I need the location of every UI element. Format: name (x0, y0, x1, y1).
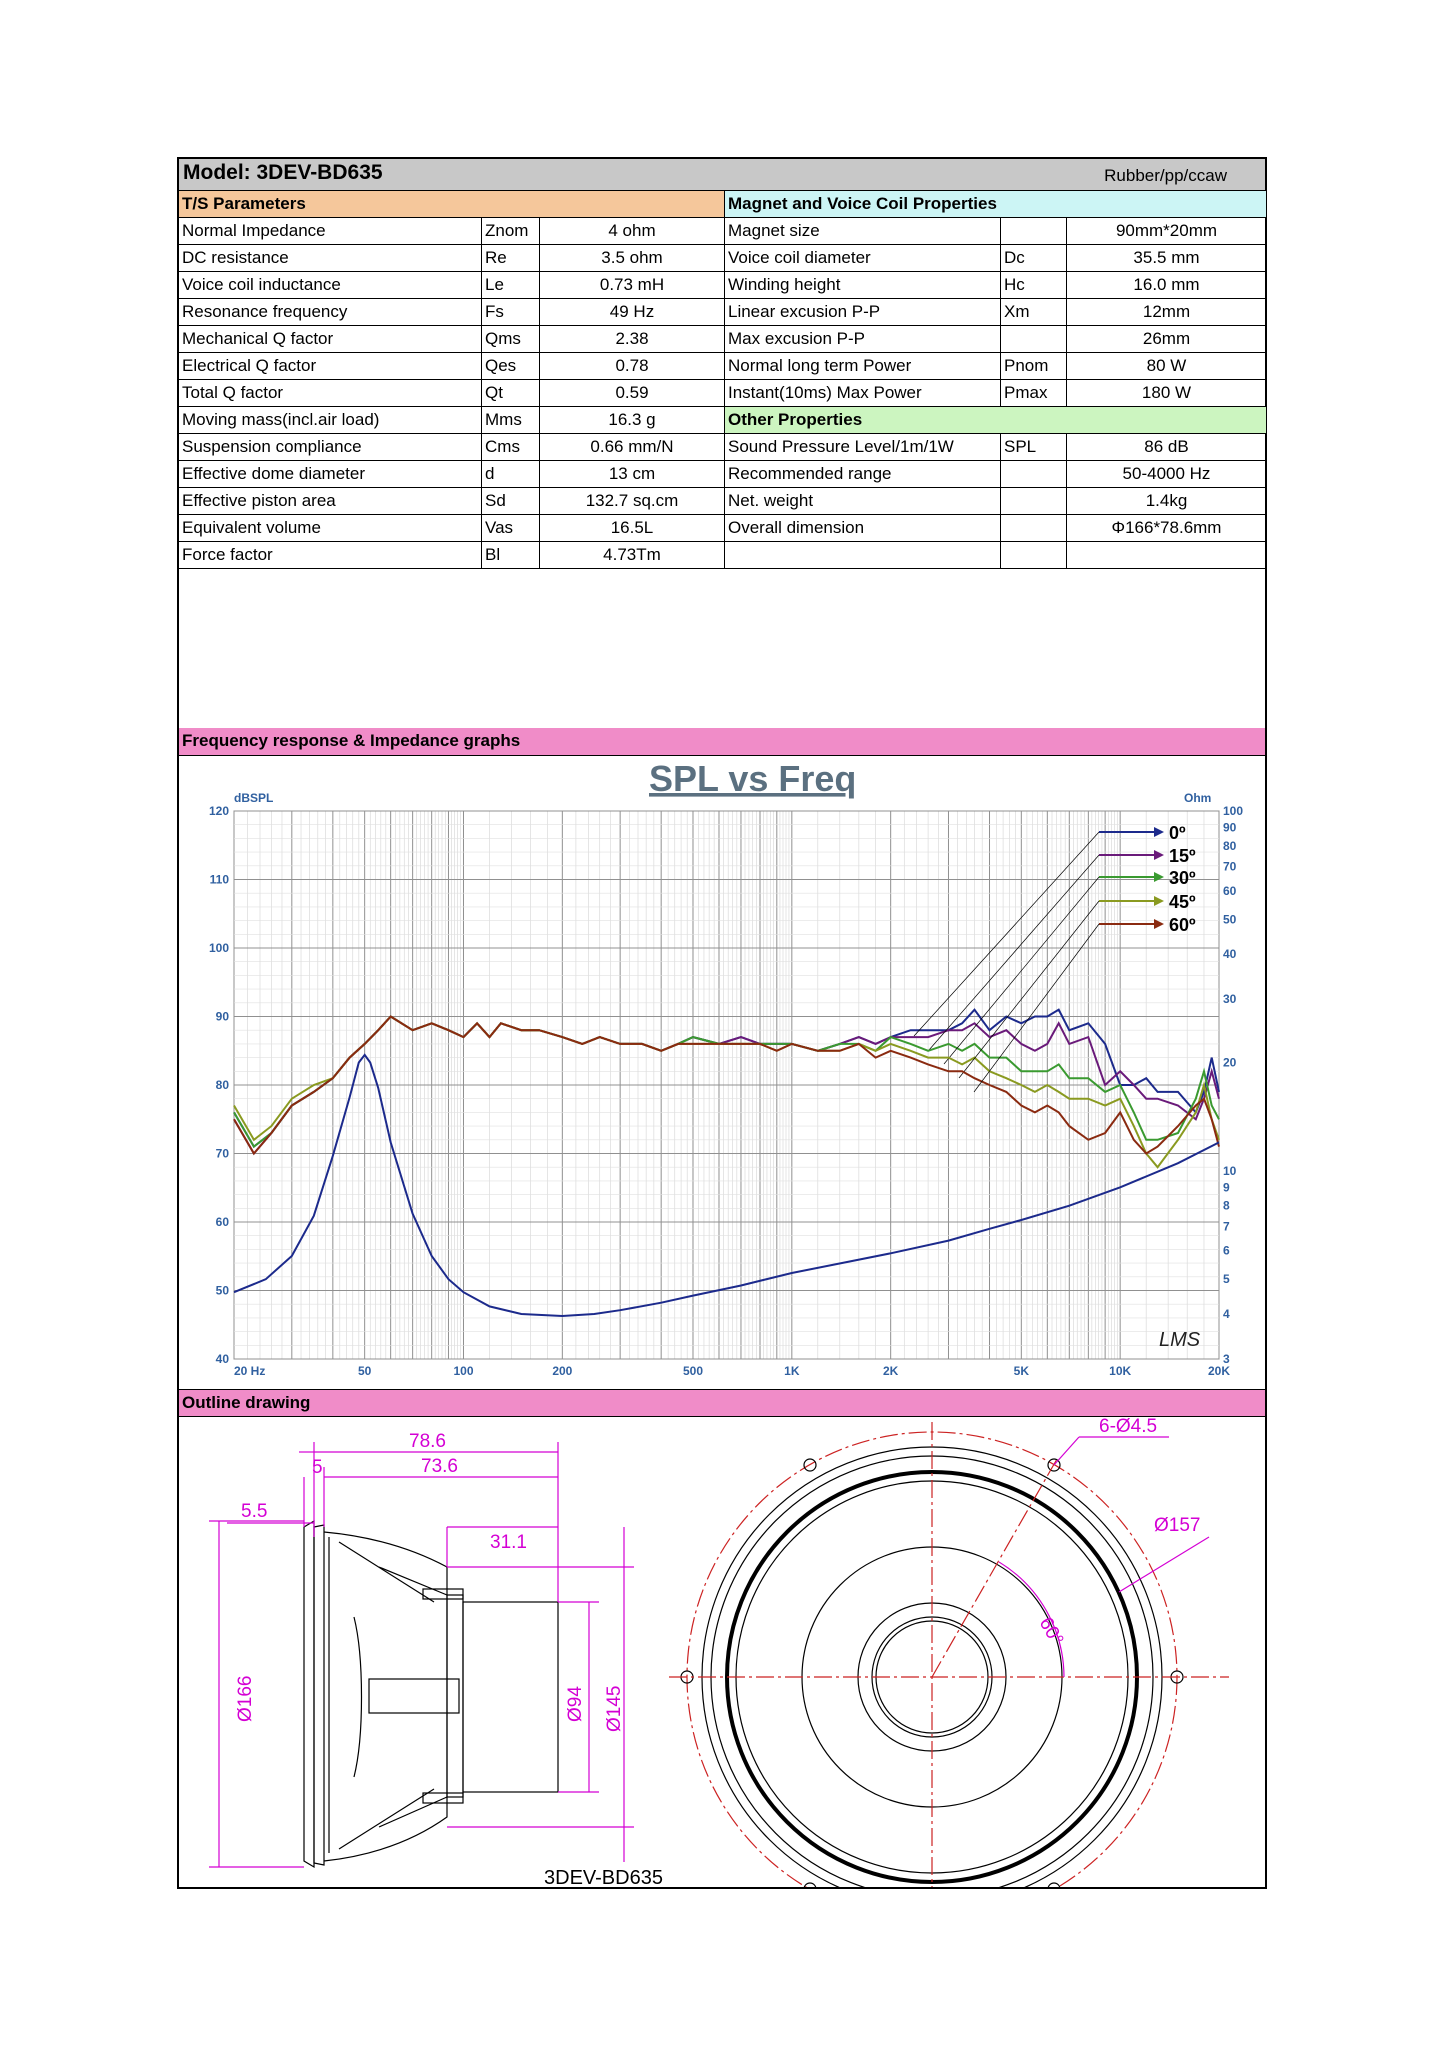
ts-param-name: Equivalent volume (179, 515, 482, 542)
ts-param-value: 4 ohm (540, 218, 725, 245)
prop-value: 16.0 mm (1067, 272, 1267, 299)
ts-param-value: 13 cm (540, 461, 725, 488)
x-tick-label: 1K (784, 1364, 800, 1378)
cone-basket (324, 1532, 447, 1861)
ts-param-symbol: Vas (482, 515, 540, 542)
outline-drawing-svg (179, 1417, 1265, 1887)
y2-tick-label: 30 (1223, 992, 1237, 1007)
table-row (179, 353, 1265, 380)
y2-tick-label: 7 (1223, 1219, 1230, 1234)
spl-chart (179, 756, 1265, 1388)
prop-value: 35.5 mm (1067, 245, 1267, 272)
y2-tick-label: 4 (1223, 1307, 1230, 1322)
x-tick-label: 500 (682, 1364, 704, 1378)
prop-name: Winding height (725, 272, 1001, 299)
ts-param-symbol: Re (482, 245, 540, 272)
cone-line-bottom (339, 1789, 434, 1849)
legend-label: 0º (1169, 823, 1186, 843)
table-row (179, 299, 1265, 326)
lms-logo: LMS (1159, 1329, 1201, 1351)
prop-value: 90mm*20mm (1067, 218, 1267, 245)
y2-tick-label: 60 (1223, 883, 1237, 898)
ts-param-value: 0.73 mH (540, 272, 725, 299)
prop-name: Sound Pressure Level/1m/1W (725, 434, 1001, 461)
ts-param-value: 0.66 mm/N (540, 434, 725, 461)
ts-param-symbol: Cms (482, 434, 540, 461)
dustcap (354, 1617, 362, 1777)
y-tick-label: 110 (209, 872, 229, 887)
prop-name: Voice coil diameter (725, 245, 1001, 272)
prop-value: Φ166*78.6mm (1067, 515, 1267, 542)
y2-tick-label: 10 (1223, 1163, 1237, 1178)
prop-name: Overall dimension (725, 515, 1001, 542)
x-tick-label: 20 Hz (234, 1364, 266, 1378)
y2-tick-label: 90 (1223, 820, 1237, 835)
model-bar (179, 159, 1265, 191)
prop-name: Linear excusion P-P (725, 299, 1001, 326)
y-tick-label: 70 (215, 1146, 229, 1161)
ts-param-symbol: Znom (482, 218, 540, 245)
table-row (179, 326, 1265, 353)
prop-name: Magnet size (725, 218, 1001, 245)
table-row (179, 488, 1265, 515)
model-title: Model: 3DEV-BD635 (183, 161, 383, 184)
table-row (179, 434, 1265, 461)
ts-param-value: 16.5L (540, 515, 725, 542)
ts-param-name: Moving mass(incl.air load) (179, 407, 482, 434)
ts-param-value: 132.7 sq.cm (540, 488, 725, 515)
legend-label: 60º (1169, 915, 1196, 935)
side-dim-labels (235, 1431, 625, 1732)
ts-param-name: Total Q factor (179, 380, 482, 407)
ts-param-symbol: Bl (482, 542, 540, 569)
x-tick-label: 2K (882, 1364, 899, 1378)
prop-symbol (1001, 542, 1067, 569)
outline-section-header: Outline drawing (179, 1389, 1265, 1417)
y-tick-label: 80 (215, 1078, 229, 1092)
y2-tick-label: 50 (1223, 912, 1237, 927)
magnet-header: Magnet and Voice Coil Properties (725, 191, 1267, 218)
dim-angle: 60° (1034, 1614, 1068, 1650)
ts-param-symbol: d (482, 461, 540, 488)
ts-param-name: Normal Impedance (179, 218, 482, 245)
prop-symbol (1001, 326, 1067, 353)
table-row (179, 542, 1265, 569)
prop-symbol: Hc (1001, 272, 1067, 299)
ts-param-symbol: Qes (482, 353, 540, 380)
x-tick-label: 50 (357, 1364, 372, 1378)
model-type: Rubber/pp/ccaw (1104, 166, 1227, 185)
y2-tick-label: 8 (1223, 1198, 1230, 1213)
magnet-pole (369, 1679, 459, 1713)
y2-tick-label: 40 (1223, 947, 1237, 962)
ts-param-symbol: Sd (482, 488, 540, 515)
prop-name: Max excusion P-P (725, 326, 1001, 353)
y2-tick-label: 80 (1223, 838, 1237, 853)
side-view (304, 1521, 558, 1867)
table-row (179, 380, 1265, 407)
y2-tick-label: 5 (1223, 1272, 1230, 1287)
ts-param-symbol: Fs (482, 299, 540, 326)
magnet-body (463, 1602, 558, 1792)
dim-73-6: 73.6 (421, 1456, 458, 1477)
outline-drawing (179, 1417, 1265, 1887)
prop-value: 12mm (1067, 299, 1267, 326)
prop-name: Net. weight (725, 488, 1001, 515)
table-row (179, 515, 1265, 542)
y-tick-label: 50 (215, 1283, 229, 1298)
dim-31-1: 31.1 (490, 1532, 527, 1553)
ts-param-name: Voice coil inductance (179, 272, 482, 299)
prop-value: 26mm (1067, 326, 1267, 353)
dim-5-5: 5.5 (241, 1501, 268, 1522)
table-row (179, 191, 1265, 218)
y2-tick-label: 6 (1223, 1243, 1230, 1258)
ts-param-value: 2.38 (540, 326, 725, 353)
ts-param-value: 16.3 g (540, 407, 725, 434)
ts-param-value: 0.59 (540, 380, 725, 407)
prop-value: 50-4000 Hz (1067, 461, 1267, 488)
ts-param-name: Electrical Q factor (179, 353, 482, 380)
other-header: Other Properties (725, 407, 1267, 434)
dim-holes: 6-Ø4.5 (1099, 1417, 1158, 1437)
legend-label: 45º (1169, 892, 1196, 912)
table-row (179, 272, 1265, 299)
ts-param-name: Mechanical Q factor (179, 326, 482, 353)
x-tick-label: 5K (1013, 1364, 1029, 1378)
spec-sheet (177, 157, 1267, 1889)
prop-symbol (1001, 461, 1067, 488)
prop-symbol: Pnom (1001, 353, 1067, 380)
dim-78-6: 78.6 (409, 1431, 446, 1452)
graphs-section-header: Frequency response & Impedance graphs (179, 728, 1265, 756)
y-axis-label: dBSPL (234, 791, 274, 805)
prop-symbol: Dc (1001, 245, 1067, 272)
prop-value: 80 W (1067, 353, 1267, 380)
cone-line-top (339, 1542, 434, 1602)
ts-param-name: DC resistance (179, 245, 482, 272)
prop-name: Normal long term Power (725, 353, 1001, 380)
front-dimensions (999, 1437, 1209, 1677)
legend-label: 30º (1169, 868, 1196, 888)
dim-d157: Ø157 (1154, 1515, 1201, 1536)
terminal-bottom (423, 1793, 463, 1803)
basket-rib-top (379, 1567, 447, 1595)
y-tick-label: 120 (208, 804, 229, 818)
ts-param-name: Effective piston area (179, 488, 482, 515)
ts-param-name: Suspension compliance (179, 434, 482, 461)
dim-d94: Ø94 (565, 1686, 586, 1722)
y-tick-label: 40 (215, 1352, 229, 1366)
basket-rib-bottom (379, 1797, 447, 1827)
spl-chart-svg (179, 756, 1265, 1388)
y2-axis-label: Ohm (1184, 791, 1212, 805)
ts-param-name: Resonance frequency (179, 299, 482, 326)
table-row (179, 245, 1265, 272)
legend-label: 15º (1169, 846, 1196, 866)
drawing-caption: 3DEV-BD635 (544, 1867, 663, 1887)
prop-symbol: SPL (1001, 434, 1067, 461)
frame-flange (304, 1521, 314, 1867)
table-row (179, 407, 1265, 434)
ts-param-value: 49 Hz (540, 299, 725, 326)
ts-param-symbol: Qt (482, 380, 540, 407)
prop-value (1067, 542, 1267, 569)
x-tick-label: 10K (1109, 1364, 1132, 1378)
y2-tick-label: 9 (1223, 1180, 1230, 1195)
magnet-plate (447, 1595, 463, 1797)
table-row (179, 218, 1265, 245)
x-tick-label: 200 (552, 1364, 573, 1378)
y2-tick-label: 20 (1223, 1055, 1237, 1070)
ts-param-symbol: Mms (482, 407, 540, 434)
y-tick-label: 90 (215, 1009, 229, 1024)
side-dimensions (209, 1442, 634, 1867)
prop-symbol (1001, 488, 1067, 515)
x-tick-label: 20K (1207, 1364, 1231, 1378)
ts-param-value: 4.73Tm (540, 542, 725, 569)
ts-param-value: 0.78 (540, 353, 725, 380)
prop-name: Instant(10ms) Max Power (725, 380, 1001, 407)
ts-param-name: Force factor (179, 542, 482, 569)
ts-param-symbol: Le (482, 272, 540, 299)
ts-param-name: Effective dome diameter (179, 461, 482, 488)
y2-tick-label: 70 (1223, 859, 1237, 874)
prop-symbol (1001, 218, 1067, 245)
front-centerlines (669, 1422, 1229, 1887)
gasket (314, 1525, 324, 1865)
dim-5: 5 (312, 1457, 323, 1478)
prop-symbol: Pmax (1001, 380, 1067, 407)
dim-d166: Ø166 (235, 1675, 256, 1722)
prop-symbol: Xm (1001, 299, 1067, 326)
prop-value: 1.4kg (1067, 488, 1267, 515)
ts-param-value: 3.5 ohm (540, 245, 725, 272)
prop-symbol (1001, 515, 1067, 542)
dim-d145: Ø145 (604, 1685, 625, 1732)
table-row (179, 461, 1265, 488)
prop-name (725, 542, 1001, 569)
y-tick-label: 60 (215, 1215, 229, 1229)
prop-name: Recommended range (725, 461, 1001, 488)
y2-tick-label: 100 (1223, 804, 1244, 818)
prop-value: 180 W (1067, 380, 1267, 407)
ts-param-symbol: Qms (482, 326, 540, 353)
prop-value: 86 dB (1067, 434, 1267, 461)
x-tick-label: 100 (453, 1364, 474, 1378)
y-tick-label: 100 (208, 941, 229, 955)
chart-title: SPL vs Freq (649, 758, 857, 799)
y2-tick-label: 3 (1223, 1352, 1230, 1366)
ts-header: T/S Parameters (179, 191, 725, 218)
